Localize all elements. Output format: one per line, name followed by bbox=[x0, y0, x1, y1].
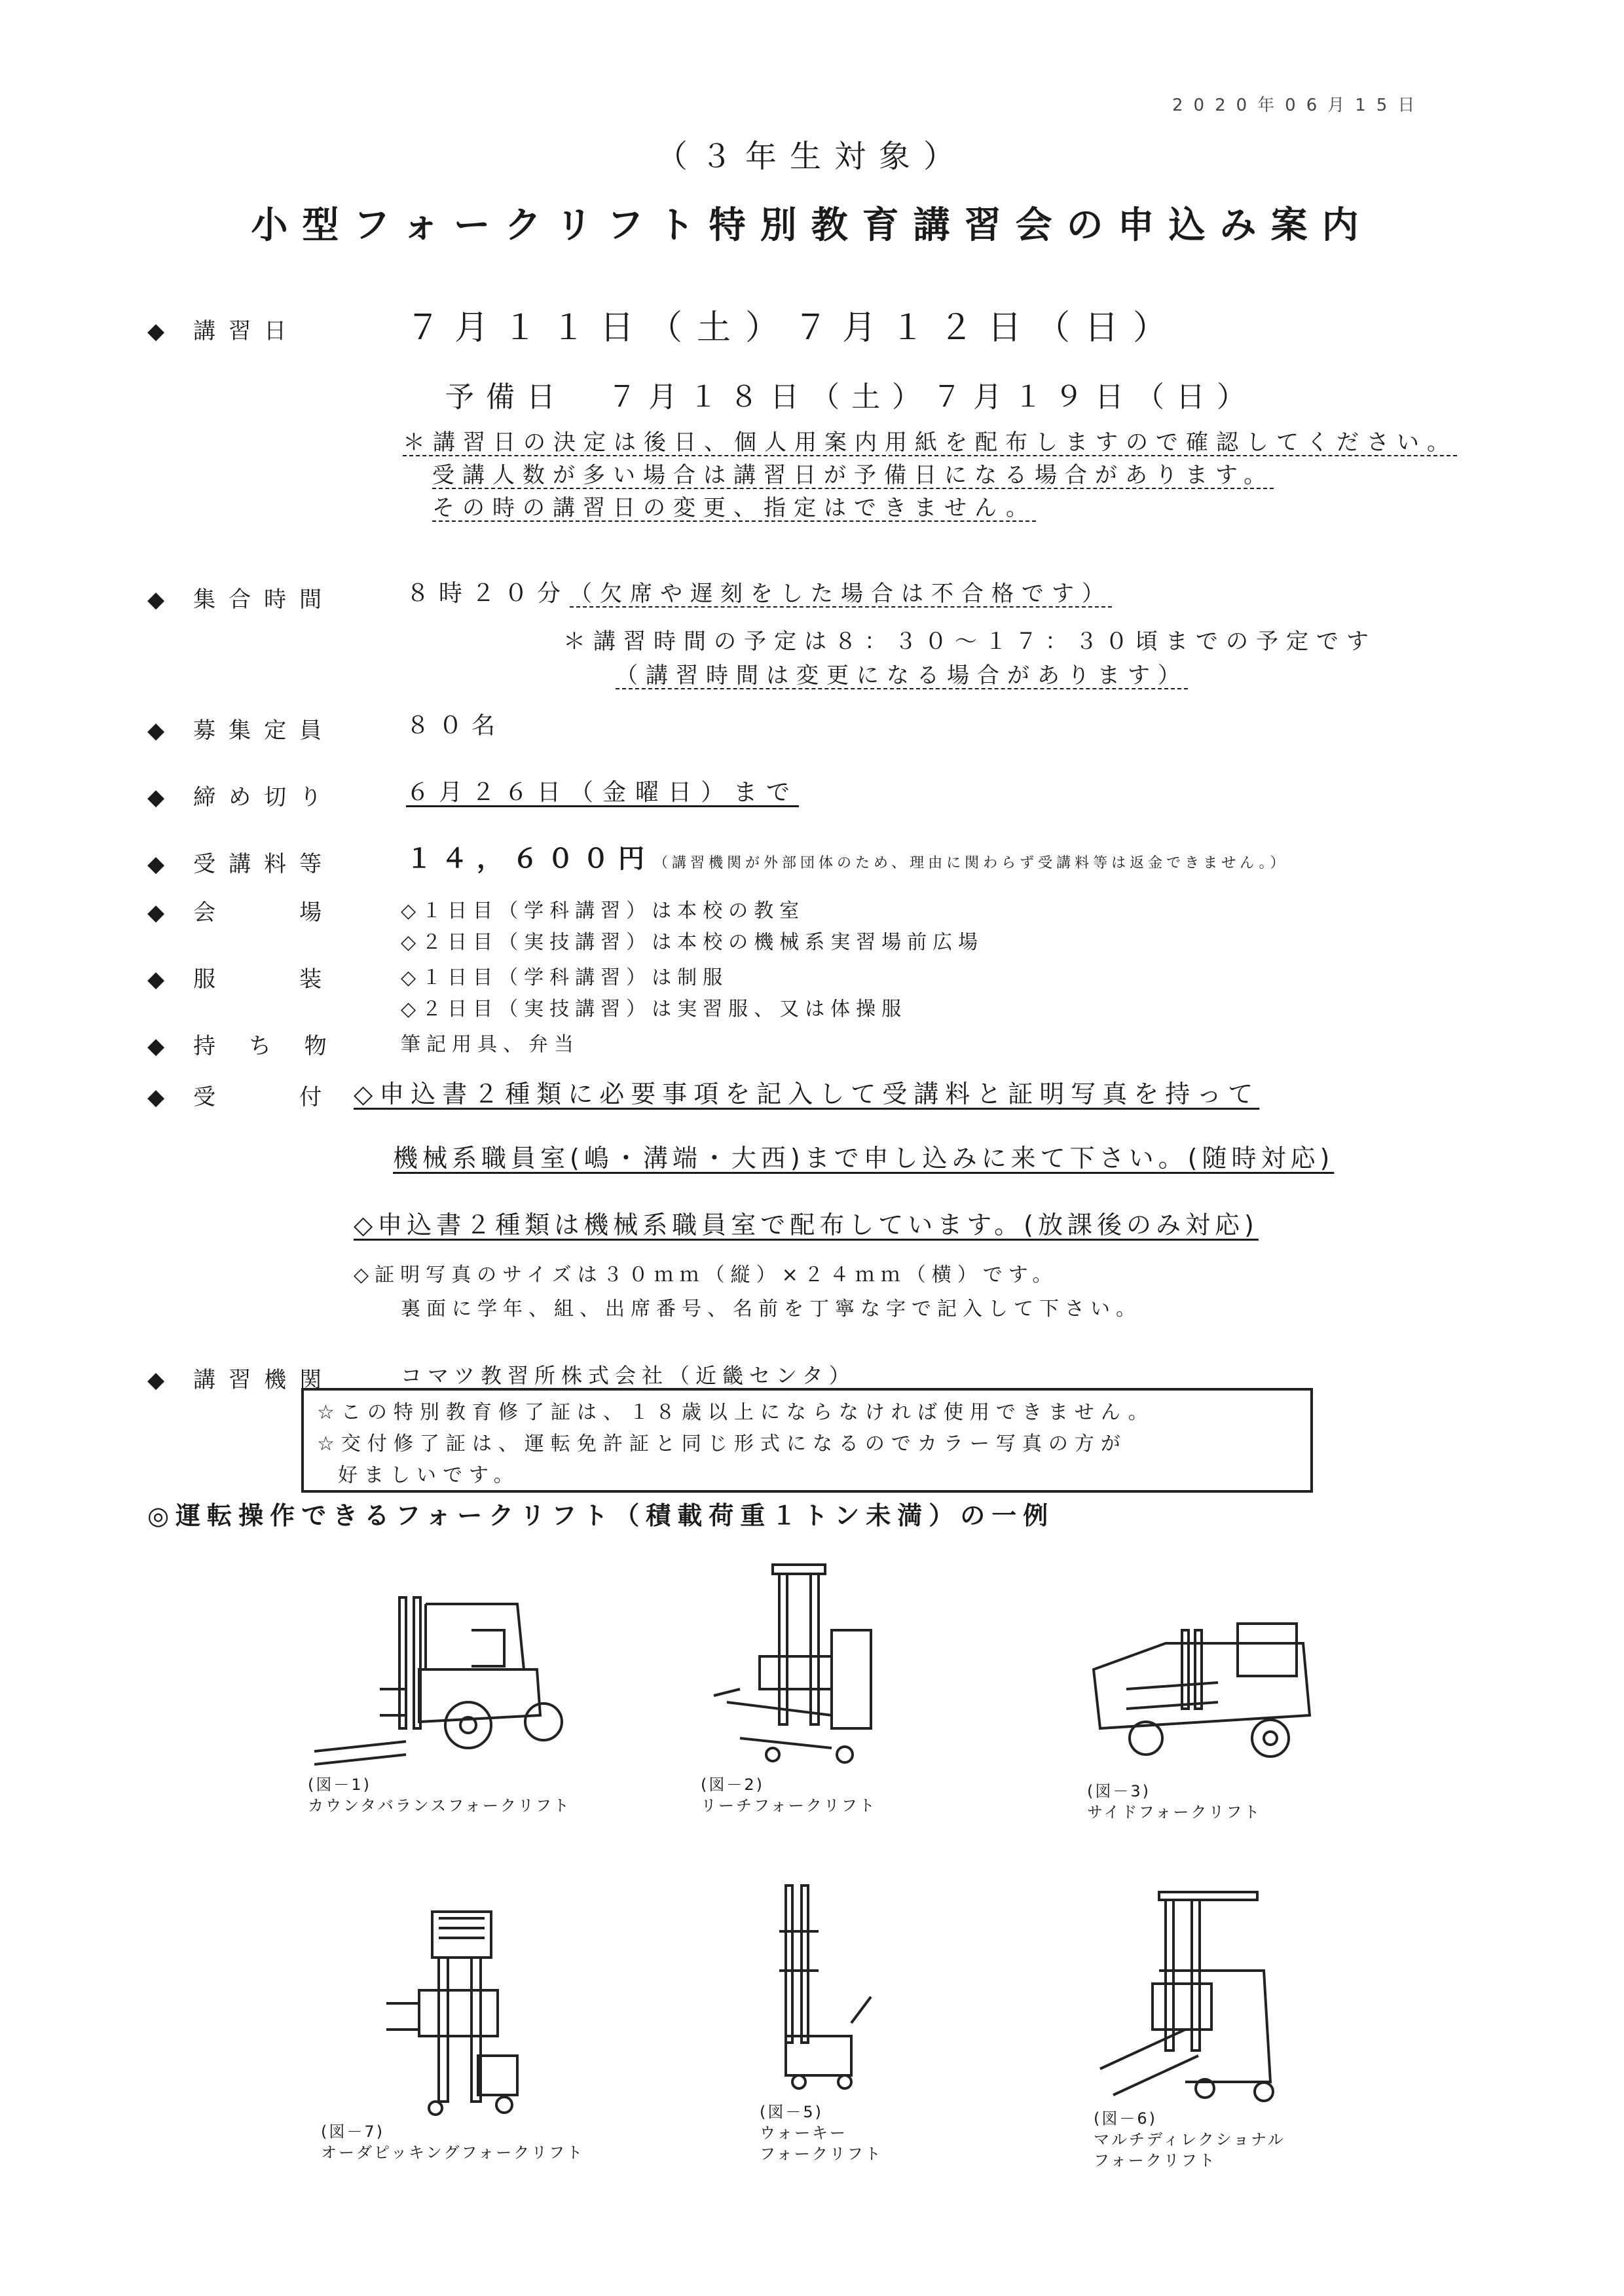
diamond-bullet-icon: ◆ bbox=[147, 784, 178, 811]
attire-day2: ◇２日目（実技講習）は実習服、又は体操服 bbox=[401, 998, 908, 1021]
fee-label: ◆ 受講料等 bbox=[147, 851, 335, 877]
figure-side bbox=[1087, 1617, 1323, 1823]
venue-label: ◆ 会 場 bbox=[147, 900, 335, 926]
gather-time-label: ◆ 集合時間 bbox=[147, 587, 335, 613]
venue-day2: ◇２日目（実技講習）は本校の機械系実習場前広場 bbox=[401, 931, 984, 954]
reception-line-1: ◇申込書２種類に必要事項を記入して受講料と証明写真を持って bbox=[354, 1080, 1260, 1108]
gather-time-value: ８時２０分 bbox=[406, 580, 570, 607]
diamond-bullet-icon: ◆ bbox=[147, 851, 178, 877]
course-date-note-3: その時の講習日の変更、指定はできません。 bbox=[432, 495, 1037, 521]
walkie-forklift-illustration bbox=[760, 1879, 877, 2102]
figure-1-number: (図－1) bbox=[308, 1776, 371, 1794]
figure-2-name: リーチフォークリフト bbox=[701, 1796, 877, 1815]
attire-day1: ◇１日目（学科講習）は制服 bbox=[401, 966, 729, 989]
course-hours-note: ＊講習時間の予定は８：３０～１７：３０頃までの予定です bbox=[563, 629, 1376, 655]
figure-counterbalance bbox=[308, 1584, 571, 1816]
capacity-label: ◆ 募集定員 bbox=[147, 718, 335, 744]
diamond-bullet-icon: ◆ bbox=[147, 900, 178, 926]
belongings-value: 筆記用具、弁当 bbox=[401, 1033, 580, 1056]
attire-label: ◆ 服 装 bbox=[147, 966, 335, 993]
reception-label: ◆ 受 付 bbox=[147, 1084, 335, 1110]
reception-line-2: 機械系職員室(嶋・溝端・大西)まで申し込みに来て下さい。(随時対応) bbox=[393, 1144, 1335, 1173]
counterbalance-forklift-illustration bbox=[308, 1584, 570, 1774]
page-title: 小型フォークリフト特別教育講習会の申込み案内 bbox=[251, 204, 1373, 247]
deadline-label: ◆ 締め切り bbox=[147, 784, 335, 811]
target-audience: （３年生対象） bbox=[655, 138, 968, 175]
notice-line-1: ☆この特別教育修了証は、１８歳以上にならなければ使用できません。 bbox=[317, 1401, 1154, 1424]
reserve-date-value: 予備日 ７月１８日（土）７月１９日（日） bbox=[445, 380, 1257, 414]
notice-line-3: 好ましいです。 bbox=[338, 1464, 520, 1487]
course-date-note-1: ＊講習日の決定は後日、個人用案内用紙を配布しますので確認してください。 bbox=[403, 429, 1457, 456]
figure-5-name: ウォーキー bbox=[760, 2124, 848, 2142]
figure-4-number: (図－7) bbox=[321, 2123, 384, 2141]
belongings-label: ◆ 持 ち 物 bbox=[147, 1033, 340, 1059]
diamond-bullet-icon: ◆ bbox=[147, 1084, 178, 1110]
fee-value: １４，６００円 bbox=[406, 844, 654, 874]
deadline-value: ６月２６日（金曜日）まで bbox=[406, 779, 800, 806]
figure-1-name: カウンタバランスフォークリフト bbox=[308, 1796, 571, 1815]
figure-5-name-2: フォークリフト bbox=[760, 2145, 883, 2163]
figure-4-name: オーダピッキングフォークリフト bbox=[321, 2143, 585, 2162]
organizer-label: ◆ 講習機関 bbox=[147, 1367, 335, 1393]
figure-walkie bbox=[760, 1879, 883, 2164]
example-heading: ◎運転操作できるフォークリフト（積載荷重１トン未満）の一例 bbox=[147, 1501, 1055, 1530]
notice-line-2: ☆交付修了証は、運転免許証と同じ形式になるのでカラー写真の方が bbox=[317, 1432, 1127, 1455]
fee-refund-note: （講習機関が外部団体のため、理由に関わらず受講料等は返金できません。） bbox=[654, 855, 1289, 871]
figure-multi-directional bbox=[1094, 1886, 1297, 2171]
course-date-label: ◆ 講習日 bbox=[147, 318, 300, 344]
certificate-notice-box bbox=[301, 1388, 1313, 1493]
figure-3-number: (図－3) bbox=[1087, 1782, 1151, 1800]
figure-3-name: サイドフォークリフト bbox=[1087, 1803, 1262, 1821]
figure-6-number: (図－6) bbox=[1094, 2109, 1157, 2128]
course-date-value: ７月１１日（土）７月１２日（日） bbox=[406, 308, 1182, 348]
gather-time-warning: （欠席や遅刻をした場合は不合格です） bbox=[570, 581, 1113, 607]
capacity-value: ８０名 bbox=[406, 712, 505, 739]
venue-day1: ◇１日目（学科講習）は本校の教室 bbox=[401, 900, 805, 922]
course-date-note-2: 受講人数が多い場合は講習日が予備日になる場合があります。 bbox=[432, 462, 1274, 488]
diamond-bullet-icon: ◆ bbox=[147, 718, 178, 744]
figure-order-picking bbox=[321, 1905, 584, 2163]
figure-2-number: (図－2) bbox=[701, 1776, 764, 1794]
gather-time-value-row bbox=[406, 575, 1112, 608]
figure-5-number: (図－5) bbox=[760, 2103, 823, 2121]
diamond-bullet-icon: ◆ bbox=[147, 587, 178, 613]
figure-reach bbox=[701, 1558, 897, 1816]
document-date: 2020年06月15日 bbox=[1172, 96, 1426, 115]
reach-forklift-illustration bbox=[701, 1558, 897, 1774]
reception-line-3: ◇申込書２種類は機械系職員室で配布しています。(放課後のみ対応) bbox=[354, 1211, 1259, 1239]
diamond-bullet-icon: ◆ bbox=[147, 318, 178, 344]
diamond-bullet-icon: ◆ bbox=[147, 966, 178, 993]
reception-line-4: ◇証明写真のサイズは３０ｍｍ（縦）×２４ｍｍ（横）です。 bbox=[354, 1264, 1058, 1286]
figure-6-name-2: フォークリフト bbox=[1094, 2151, 1217, 2170]
course-hours-change-note: （講習時間は変更になる場合があります） bbox=[616, 663, 1188, 689]
order-picking-forklift-illustration bbox=[321, 1905, 530, 2121]
figure-6-name: マルチディレクショナル bbox=[1094, 2130, 1285, 2149]
organizer-value: コマツ教習所株式会社（近畿センタ） bbox=[401, 1363, 856, 1388]
diamond-bullet-icon: ◆ bbox=[147, 1367, 178, 1393]
fee-row bbox=[406, 838, 1288, 875]
multi-directional-forklift-illustration bbox=[1094, 1886, 1297, 2108]
diamond-bullet-icon: ◆ bbox=[147, 1033, 178, 1059]
side-forklift-illustration bbox=[1087, 1617, 1323, 1781]
reception-line-5: 裏面に学年、組、出席番号、名前を丁寧な字で記入して下さい。 bbox=[401, 1298, 1141, 1321]
